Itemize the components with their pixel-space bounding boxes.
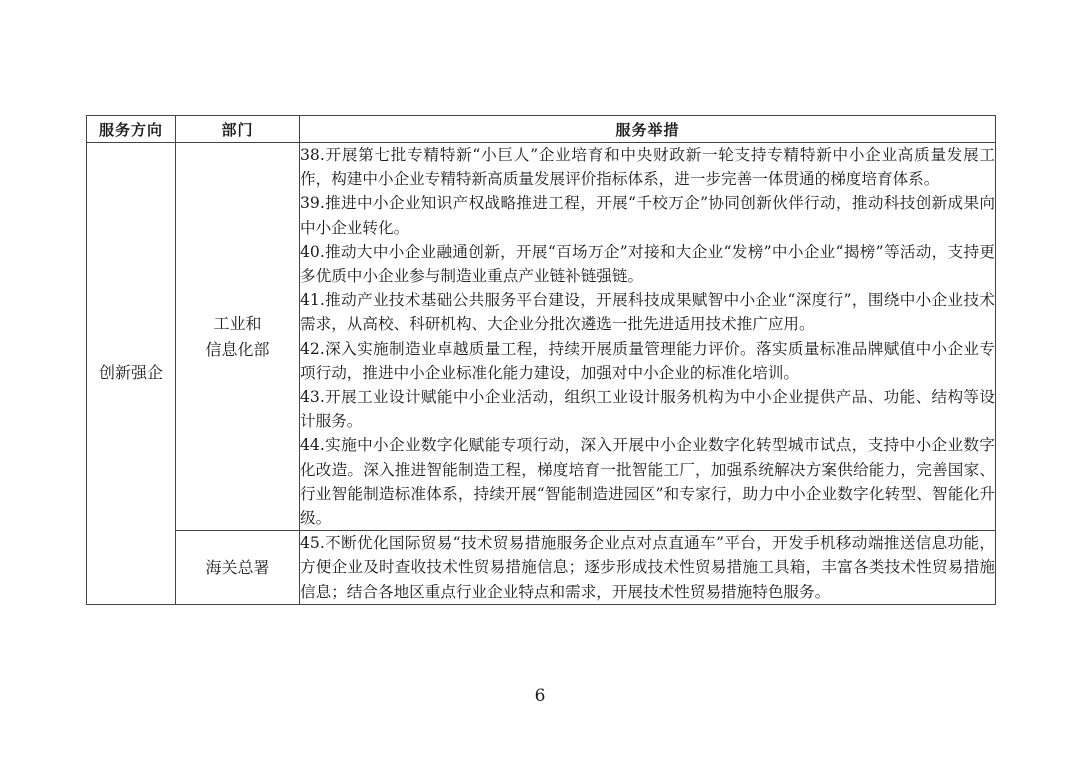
page-number: 6	[534, 686, 546, 706]
direction-cell: 创新强企	[87, 143, 176, 605]
measure-item: 40.推动大中小企业融通创新，开展“百场万企”对接和大企业“发榜”中小企业“揭榜”等活动，支持更多优质中小企业参与制造业重点产业链补链强链。	[300, 242, 995, 286]
measure-item: 45.不断优化国际贸易“技术贸易措施服务企业点对点直通车”平台，开发手机移动端推送信息功能，方便企业及时查收技术性贸易措施信息；逐步形成技术性贸易措施工具箱，丰富各类技术性贸易措施信息；结合各地区重点行业企业特点和需求，开展技术性贸易措施特色服务。	[300, 534, 995, 601]
department-cell	[176, 143, 300, 531]
measure-item: 42.深入实施制造业卓越质量工程，持续开展质量管理能力评价。落实质量标准品牌赋值中小企业专项行动，推进中小企业标准化能力建设，加强对中小企业的标准化培训。	[300, 339, 995, 382]
table-row	[87, 531, 996, 605]
measure-item: 39.推进中小企业知识产权战略推进工程，开展“千校万企”协同创新伙伴行动，推动科技创新成果向中小企业转化。	[300, 194, 995, 237]
measure-item: 44.实施中小企业数字化赋能专项行动，深入开展中小企业数字化转型城市试点，支持中小企业数字化改造。深入推进智能制造工程，梯度培育一批智能工厂，加强系统解决方案供给能力，完善国家、行业智能制造标准体系，持续开展“智能制造进园区”和专家行，助力中小企业数字化转型、智能化升级。	[300, 436, 995, 528]
service-measures-table	[86, 115, 996, 605]
measure-item: 43.开展工业设计赋能中小企业活动，组织工业设计服务机构为中小企业提供产品、功能、结构等设计服务。	[300, 388, 995, 431]
measures-cell	[300, 531, 996, 605]
header-measures: 服务举措	[300, 116, 996, 143]
department-name-line: 工业和	[213, 313, 262, 333]
table-row	[87, 143, 996, 531]
table-header-row	[87, 116, 996, 143]
department-name-line: 海关总署	[205, 557, 270, 577]
measures-cell	[300, 143, 996, 531]
measure-item: 38.开展第七批专精特新“小巨人”企业培育和中央财政新一轮支持专精特新中小企业高质量发展工作，构建中小企业专精特新高质量发展评价指标体系，进一步完善一体贯通的梯度培育体系。	[300, 146, 995, 189]
measure-item: 41.推动产业技术基础公共服务平台建设，开展科技成果赋智中小企业“深度行”，围绕中小企业技术需求，从高校、科研机构、大企业分批次遴选一批先进适用技术推广应用。	[300, 291, 995, 334]
department-name-line: 信息化部	[205, 339, 270, 359]
header-direction: 服务方向	[87, 116, 176, 143]
department-cell	[176, 531, 300, 605]
header-department: 部门	[176, 116, 300, 143]
